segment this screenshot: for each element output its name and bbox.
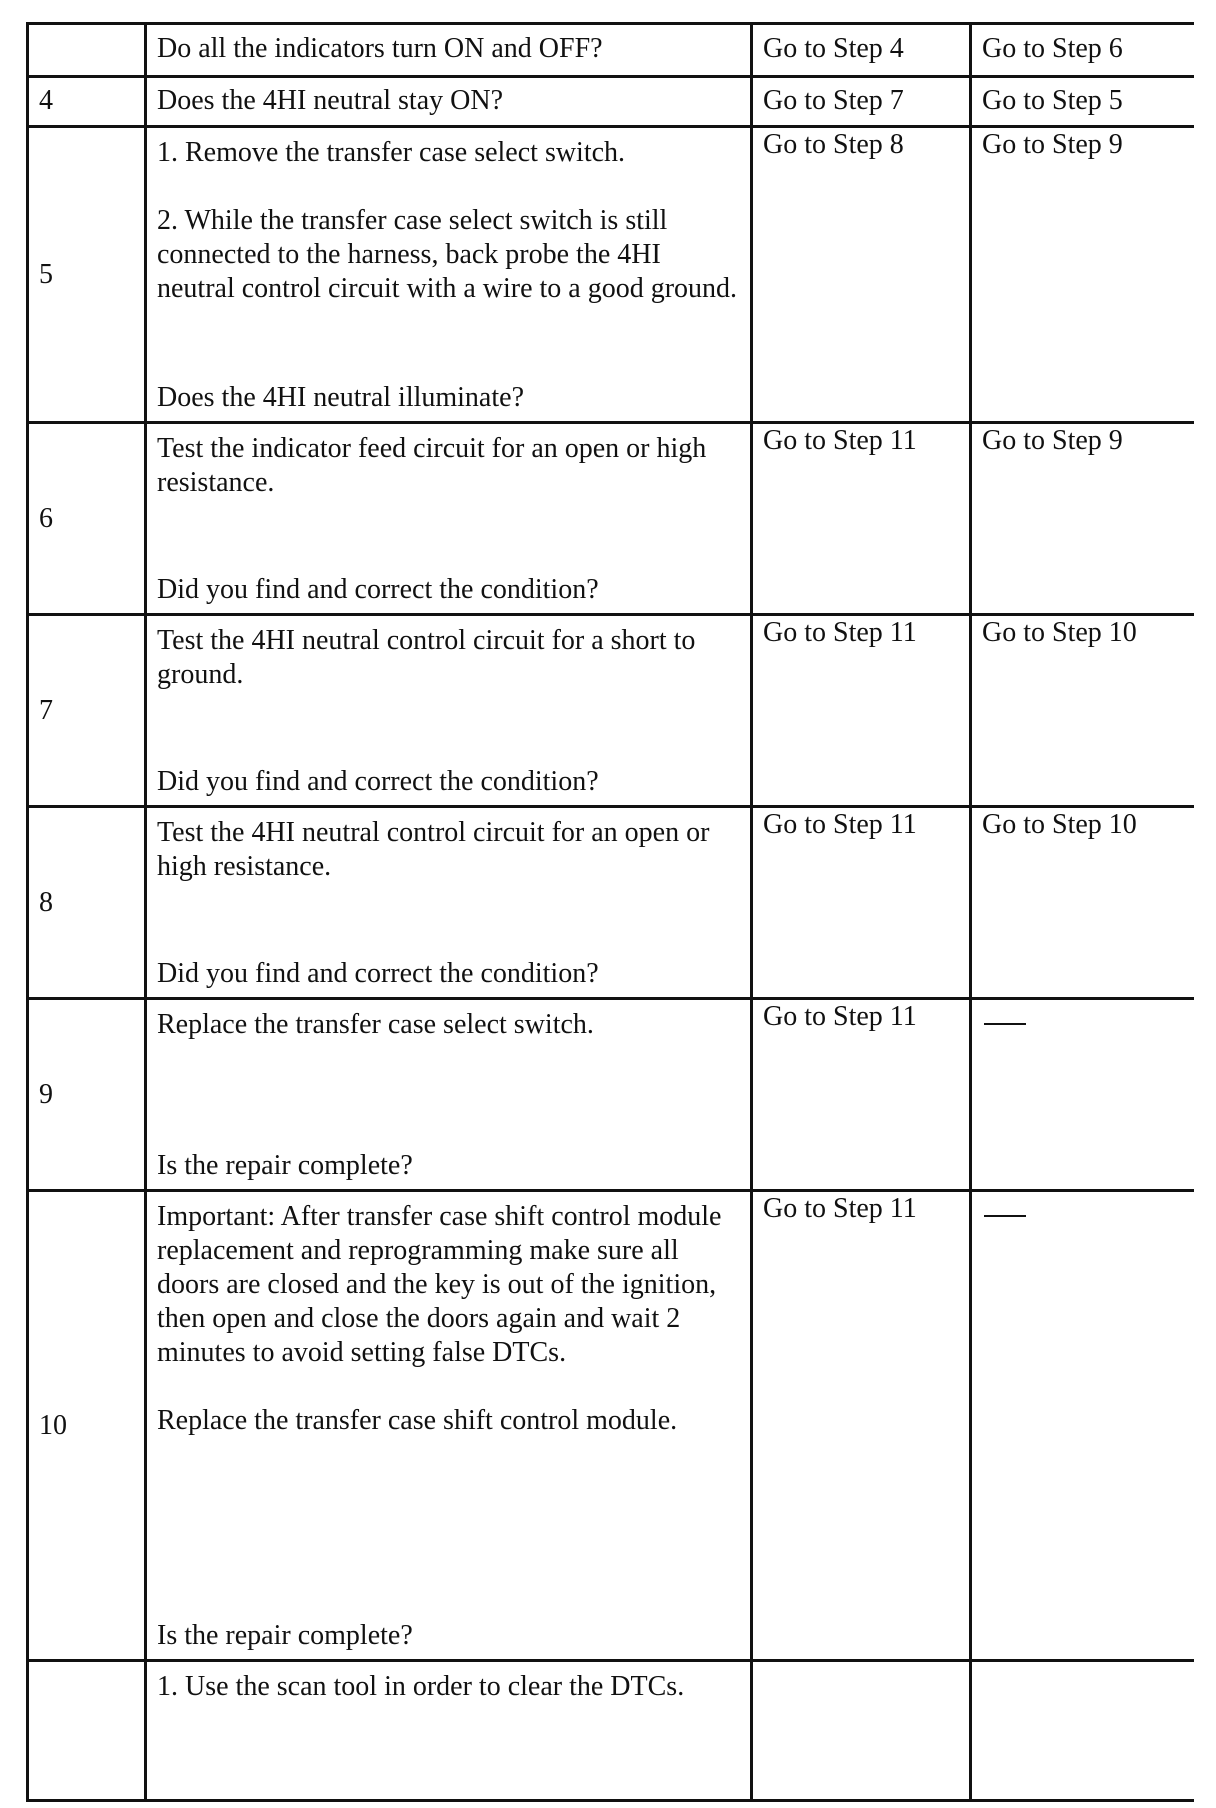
step-action-cell [146, 1661, 752, 1801]
table-row [28, 77, 1195, 127]
step-question: Does the 4HI neutral stay ON? [146, 77, 752, 127]
step-instruction: Test the indicator feed circuit for an open or high resistance. [157, 433, 707, 498]
step-instruction: 1. Use the scan tool in order to clear the DTCs. [157, 1671, 685, 1702]
no-action [971, 1661, 1195, 1801]
step-question: Did you find and correct the condition? [157, 766, 599, 797]
step-action-cell [146, 127, 752, 423]
table-row [28, 615, 1195, 807]
table-row [28, 1661, 1195, 1801]
step-instruction: Replace the transfer case shift control module. [157, 1405, 678, 1436]
step-question: Did you find and correct the condition? [157, 574, 599, 605]
step-instruction: Test the 4HI neutral control circuit for a short to ground. [157, 625, 696, 690]
step-number [28, 24, 146, 77]
table-row [28, 1191, 1195, 1661]
step-instruction: Replace the transfer case select switch. [157, 1009, 594, 1040]
step-number: 10 [28, 1191, 146, 1661]
no-action: Go to Step 10 [971, 807, 1195, 999]
step-action-cell [146, 1191, 752, 1661]
step-question: Is the repair complete? [157, 1150, 413, 1181]
yes-action: Go to Step 11 [752, 1191, 971, 1661]
step-question: Does the 4HI neutral illuminate? [157, 382, 524, 413]
table-row [28, 807, 1195, 999]
step-action-cell [146, 423, 752, 615]
no-action-cell [971, 999, 1195, 1191]
step-number: 9 [28, 999, 146, 1191]
step-action-cell [146, 615, 752, 807]
step-instruction: Test the 4HI neutral control circuit for an open or high resistance. [157, 817, 710, 882]
no-action: Go to Step 9 [971, 423, 1195, 615]
em-dash-line [984, 1023, 1026, 1025]
yes-action [752, 1661, 971, 1801]
diagnostic-steps-table [26, 22, 1194, 1802]
table-row [28, 999, 1195, 1191]
no-action: Go to Step 6 [971, 24, 1195, 77]
step-number: 7 [28, 615, 146, 807]
em-dash-line [984, 1215, 1026, 1217]
yes-action: Go to Step 8 [752, 127, 971, 423]
no-action-cell [971, 1191, 1195, 1661]
step-action-cell [146, 807, 752, 999]
step-action-cell [146, 999, 752, 1191]
yes-action: Go to Step 11 [752, 423, 971, 615]
yes-action: Go to Step 11 [752, 615, 971, 807]
step-number: 5 [28, 127, 146, 423]
yes-action: Go to Step 4 [752, 24, 971, 77]
step-question: Is the repair complete? [157, 1620, 413, 1651]
table-row [28, 423, 1195, 615]
step-question: Did you find and correct the condition? [157, 958, 599, 989]
step-instruction: 2. While the transfer case select switch is still connected to the harness, back probe the 4HI neutral control circuit with a wire to a good ground. [157, 205, 738, 304]
step-number [28, 1661, 146, 1801]
yes-action: Go to Step 7 [752, 77, 971, 127]
step-instruction: Important: After transfer case shift control module replacement and reprogramming make sure all doors are closed and the key is out of the ignition, then open and close the doors again and wait 2 minutes to avoid setting false DTCs. [157, 1201, 722, 1368]
step-instruction: 1. Remove the transfer case select switch. [157, 137, 626, 168]
yes-action: Go to Step 11 [752, 999, 971, 1191]
no-action: Go to Step 5 [971, 77, 1195, 127]
step-question: Do all the indicators turn ON and OFF? [146, 24, 752, 77]
step-number: 8 [28, 807, 146, 999]
table-row [28, 24, 1195, 77]
no-action: Go to Step 10 [971, 615, 1195, 807]
diagnostic-table-page [26, 22, 1194, 1808]
table-row [28, 127, 1195, 423]
yes-action: Go to Step 11 [752, 807, 971, 999]
step-number: 4 [28, 77, 146, 127]
no-action: Go to Step 9 [971, 127, 1195, 423]
step-number: 6 [28, 423, 146, 615]
